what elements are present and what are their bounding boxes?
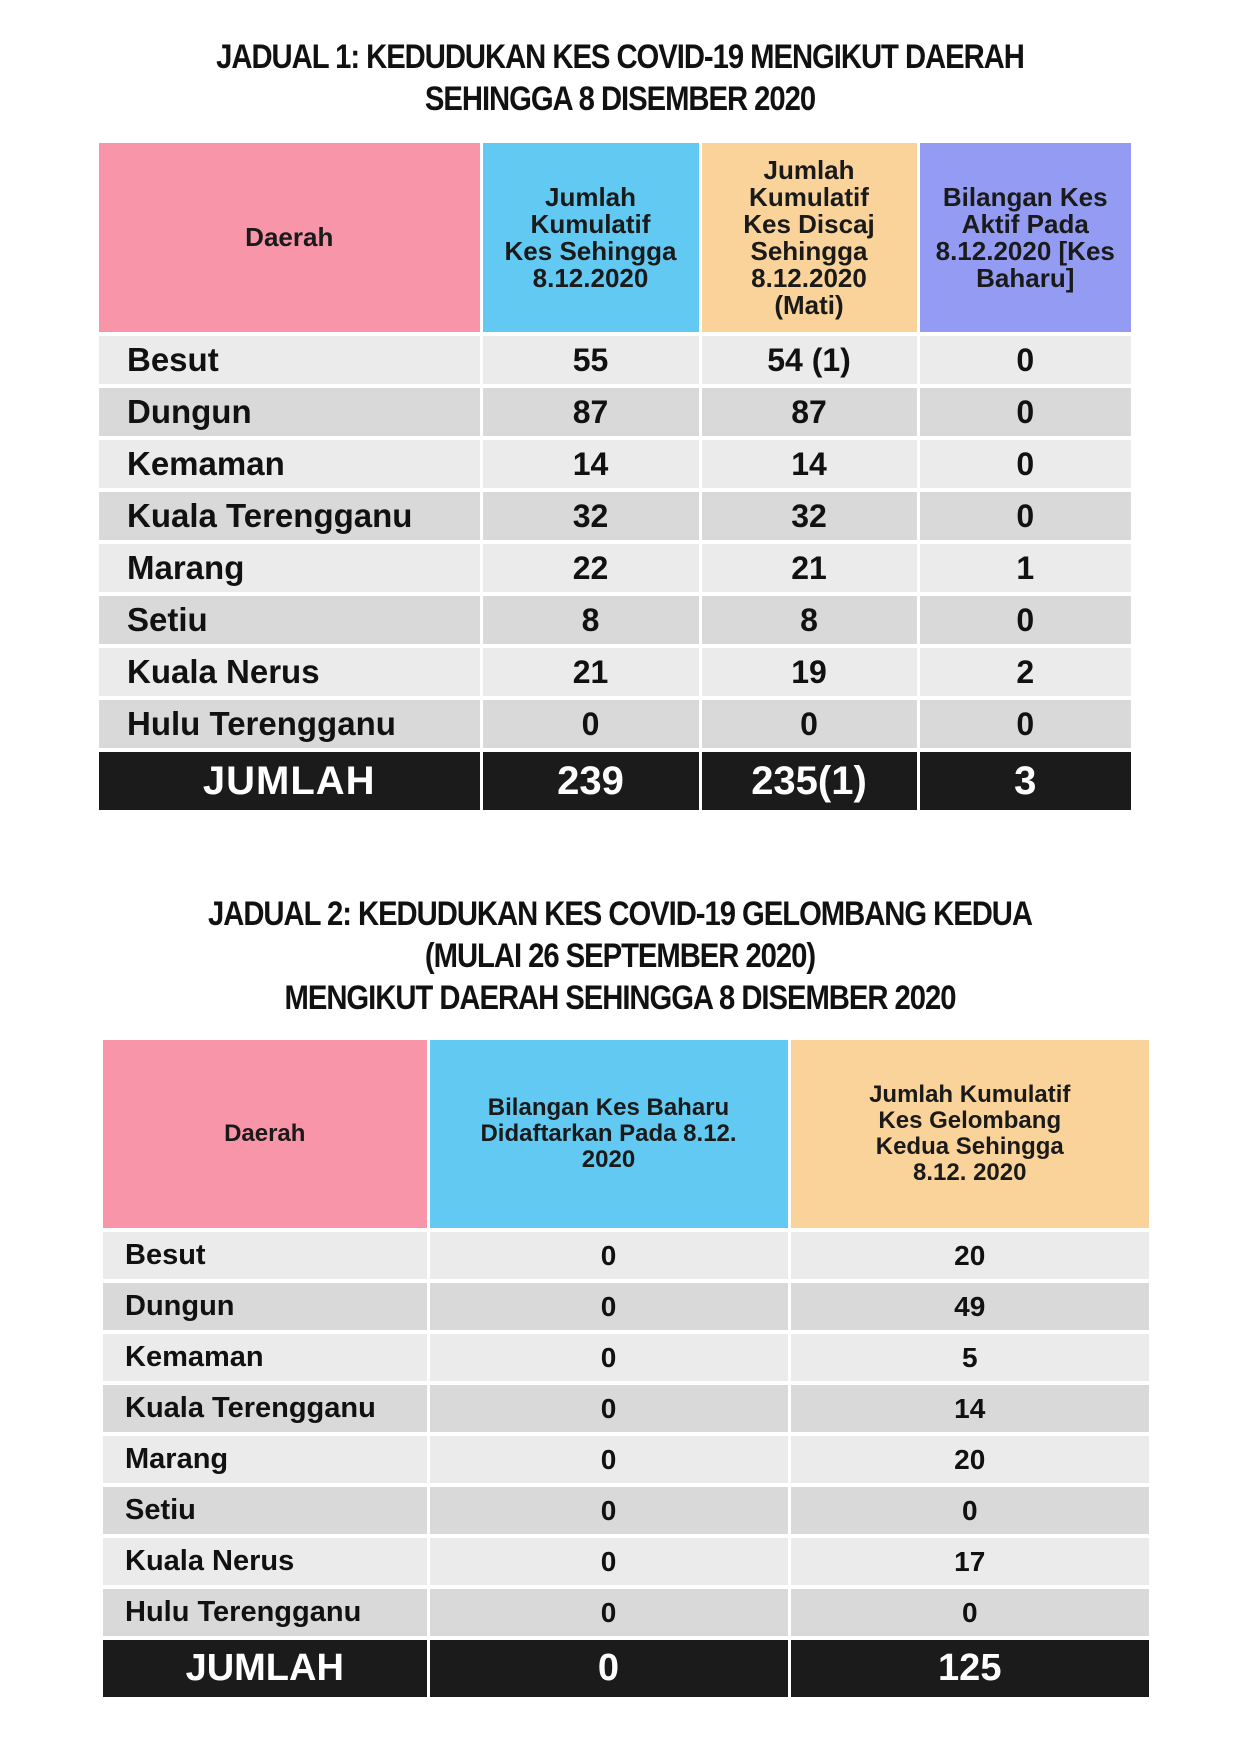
new-cases: 0 <box>428 1281 789 1332</box>
second-wave-cumulative: 20 <box>789 1434 1149 1485</box>
second-wave-cumulative: 14 <box>789 1383 1149 1434</box>
new-cases: 0 <box>428 1587 789 1638</box>
table2-title <box>87 893 1153 1019</box>
table1-title-line2: SEHINGGA 8 DISEMBER 2020 <box>424 80 816 118</box>
table2-title-line3: MENGIKUT DAERAH SEHINGGA 8 DISEMBER 2020 <box>284 979 956 1017</box>
table2-title-line1: JADUAL 2: KEDUDUKAN KES COVID-19 GELOMBANG KEDUA <box>208 895 1032 933</box>
table-row <box>99 490 1131 542</box>
table-row <box>103 1485 1149 1536</box>
table2-total-row <box>103 1638 1149 1697</box>
discharged-cases: 54 (1) <box>700 334 918 386</box>
discharged-cases: 32 <box>700 490 918 542</box>
new-cases: 0 <box>428 1434 789 1485</box>
table2-header-row <box>103 1040 1149 1230</box>
district-name: Hulu Terengganu <box>103 1587 428 1638</box>
total-label: JUMLAH <box>99 750 481 810</box>
district-name: Kemaman <box>103 1332 428 1383</box>
district-name: Kuala Nerus <box>99 646 481 698</box>
district-name: Setiu <box>103 1485 428 1536</box>
table-row <box>99 594 1131 646</box>
district-name: Dungun <box>99 386 481 438</box>
cumulative-cases: 8 <box>481 594 700 646</box>
table-row <box>103 1230 1149 1281</box>
discharged-cases: 19 <box>700 646 918 698</box>
active-cases: 1 <box>918 542 1131 594</box>
table2-header-baharu: Bilangan Kes Baharu Didaftarkan Pada 8.12. 2020 <box>428 1040 789 1230</box>
district-name: Kuala Terengganu <box>99 490 481 542</box>
table-row <box>103 1332 1149 1383</box>
district-name: Marang <box>99 542 481 594</box>
table-row <box>103 1434 1149 1485</box>
cumulative-cases: 22 <box>481 542 700 594</box>
discharged-cases: 0 <box>700 698 918 750</box>
total-cumulative: 239 <box>481 750 700 810</box>
table-row <box>99 698 1131 750</box>
district-name: Besut <box>99 334 481 386</box>
district-name: Marang <box>103 1434 428 1485</box>
second-wave-cumulative: 49 <box>789 1281 1149 1332</box>
total-new-cases: 0 <box>428 1638 789 1697</box>
cumulative-cases: 87 <box>481 386 700 438</box>
second-wave-cumulative: 17 <box>789 1536 1149 1587</box>
table1-district-cases <box>99 143 1131 810</box>
discharged-cases: 8 <box>700 594 918 646</box>
table-row <box>103 1587 1149 1638</box>
district-name: Besut <box>103 1230 428 1281</box>
total-second-wave: 125 <box>789 1638 1149 1697</box>
table2-header-daerah: Daerah <box>103 1040 428 1230</box>
total-active: 3 <box>918 750 1131 810</box>
total-discharged: 235(1) <box>700 750 918 810</box>
district-name: Kuala Nerus <box>103 1536 428 1587</box>
active-cases: 0 <box>918 490 1131 542</box>
table1-header-kumulatif: Jumlah Kumulatif Kes Sehingga 8.12.2020 <box>481 143 700 334</box>
second-wave-cumulative: 0 <box>789 1587 1149 1638</box>
cumulative-cases: 32 <box>481 490 700 542</box>
active-cases: 0 <box>918 698 1131 750</box>
active-cases: 0 <box>918 386 1131 438</box>
district-name: Dungun <box>103 1281 428 1332</box>
cumulative-cases: 55 <box>481 334 700 386</box>
new-cases: 0 <box>428 1485 789 1536</box>
district-name: Kemaman <box>99 438 481 490</box>
second-wave-cumulative: 20 <box>789 1230 1149 1281</box>
discharged-cases: 21 <box>700 542 918 594</box>
active-cases: 0 <box>918 438 1131 490</box>
district-name: Setiu <box>99 594 481 646</box>
table1-header-daerah: Daerah <box>99 143 481 334</box>
table-row <box>99 542 1131 594</box>
active-cases: 0 <box>918 594 1131 646</box>
new-cases: 0 <box>428 1383 789 1434</box>
table1-total-row <box>99 750 1131 810</box>
table1-title <box>87 36 1153 120</box>
cumulative-cases: 21 <box>481 646 700 698</box>
table-row <box>103 1281 1149 1332</box>
table1-title-line1: JADUAL 1: KEDUDUKAN KES COVID-19 MENGIKUT DAERAH <box>216 38 1024 76</box>
new-cases: 0 <box>428 1332 789 1383</box>
cumulative-cases: 14 <box>481 438 700 490</box>
cumulative-cases: 0 <box>481 698 700 750</box>
total-label: JUMLAH <box>103 1638 428 1697</box>
table-row <box>103 1383 1149 1434</box>
table-row <box>99 334 1131 386</box>
table-row <box>99 438 1131 490</box>
new-cases: 0 <box>428 1230 789 1281</box>
table1-header-row <box>99 143 1131 334</box>
table1-header-discaj: Jumlah Kumulatif Kes Discaj Sehingga 8.12.2020 (Mati) <box>700 143 918 334</box>
table2-title-line2: (MULAI 26 SEPTEMBER 2020) <box>424 937 816 975</box>
active-cases: 0 <box>918 334 1131 386</box>
table2-second-wave-cases <box>103 1040 1149 1697</box>
table-row <box>103 1536 1149 1587</box>
new-cases: 0 <box>428 1536 789 1587</box>
second-wave-cumulative: 5 <box>789 1332 1149 1383</box>
table-row <box>99 386 1131 438</box>
district-name: Hulu Terengganu <box>99 698 481 750</box>
discharged-cases: 14 <box>700 438 918 490</box>
district-name: Kuala Terengganu <box>103 1383 428 1434</box>
table2-header-gelombang: Jumlah Kumulatif Kes Gelombang Kedua Sehingga 8.12. 2020 <box>789 1040 1149 1230</box>
table-row <box>99 646 1131 698</box>
discharged-cases: 87 <box>700 386 918 438</box>
second-wave-cumulative: 0 <box>789 1485 1149 1536</box>
active-cases: 2 <box>918 646 1131 698</box>
table1-header-aktif: Bilangan Kes Aktif Pada 8.12.2020 [Kes Baharu] <box>918 143 1131 334</box>
